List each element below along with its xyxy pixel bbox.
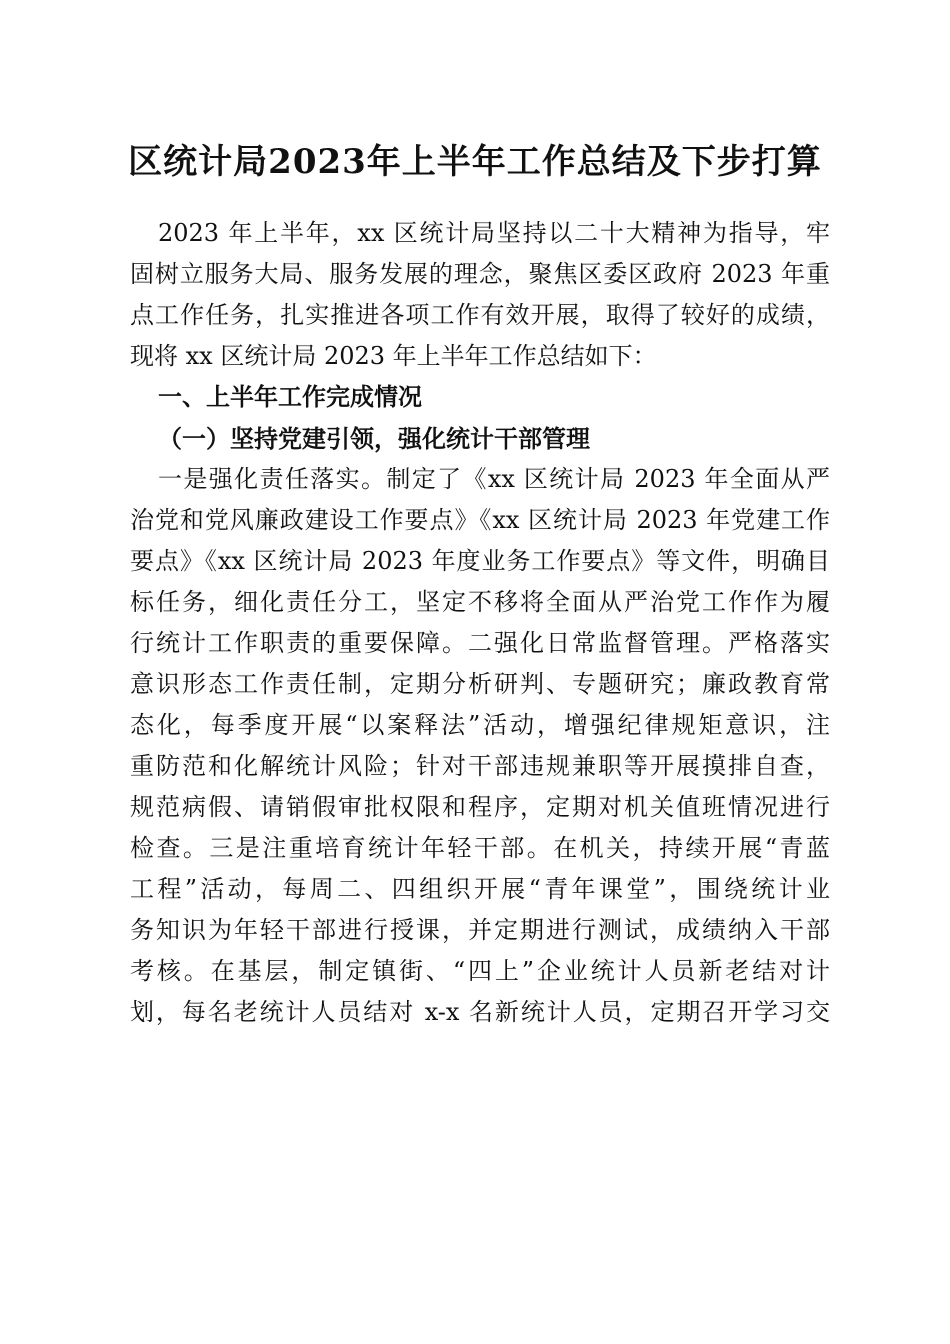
- paragraph-line: 行统计工作职责的重要保障。二强化日常监督管理。严格落实: [130, 629, 830, 657]
- intro-line: 现将 xx 区统计局 2023 年上半年工作总结如下：: [130, 342, 657, 370]
- paragraph-line: 一是强化责任落实。制定了《xx 区统计局 2023 年全面从严: [158, 465, 830, 493]
- paragraph-line: 工程”活动，每周二、四组织开展“青年课堂”，围绕统计业: [130, 875, 830, 903]
- document-title: 区统计局2023年上半年工作总结及下步打算: [128, 142, 822, 182]
- paragraph-line: 务知识为年轻干部进行授课，并定期进行测试，成绩纳入干部: [130, 916, 830, 944]
- intro-line: 点工作任务，扎实推进各项工作有效开展，取得了较好的成绩，: [130, 301, 830, 329]
- intro-line: 2023 年上半年，xx 区统计局坚持以二十大精神为指导，牢: [158, 219, 830, 247]
- paragraph-line: 重防范和化解统计风险；针对干部违规兼职等开展摸排自查，: [130, 752, 830, 780]
- section-heading: 一、上半年工作完成情况: [158, 383, 422, 411]
- paragraph-line: 标任务，细化责任分工，坚定不移将全面从严治党工作作为履: [130, 588, 830, 616]
- paragraph-line: 考核。在基层，制定镇街、“四上”企业统计人员新老结对计: [130, 957, 830, 985]
- paragraph-line: 意识形态工作责任制，定期分析研判、专题研究；廉政教育常: [130, 670, 830, 698]
- paragraph-line: 检查。三是注重培育统计年轻干部。在机关，持续开展“青蓝: [130, 834, 830, 862]
- paragraph-line: 要点》《xx 区统计局 2023 年度业务工作要点》等文件，明确目: [130, 547, 830, 575]
- paragraph-line: 治党和党风廉政建设工作要点》《xx 区统计局 2023 年党建工作: [130, 506, 830, 534]
- paragraph-line: 划，每名老统计人员结对 x-x 名新统计人员，定期召开学习交: [130, 998, 830, 1026]
- subsection-heading: （一）坚持党建引领，强化统计干部管理: [158, 424, 590, 453]
- document-body: [130, 213, 830, 1033]
- intro-line: 固树立服务大局、服务发展的理念，聚焦区委区政府 2023 年重: [130, 260, 830, 288]
- paragraph-line: 规范病假、请销假审批权限和程序，定期对机关值班情况进行: [130, 793, 830, 821]
- paragraph-line: 态化，每季度开展“以案释法”活动，增强纪律规矩意识，注: [130, 711, 830, 739]
